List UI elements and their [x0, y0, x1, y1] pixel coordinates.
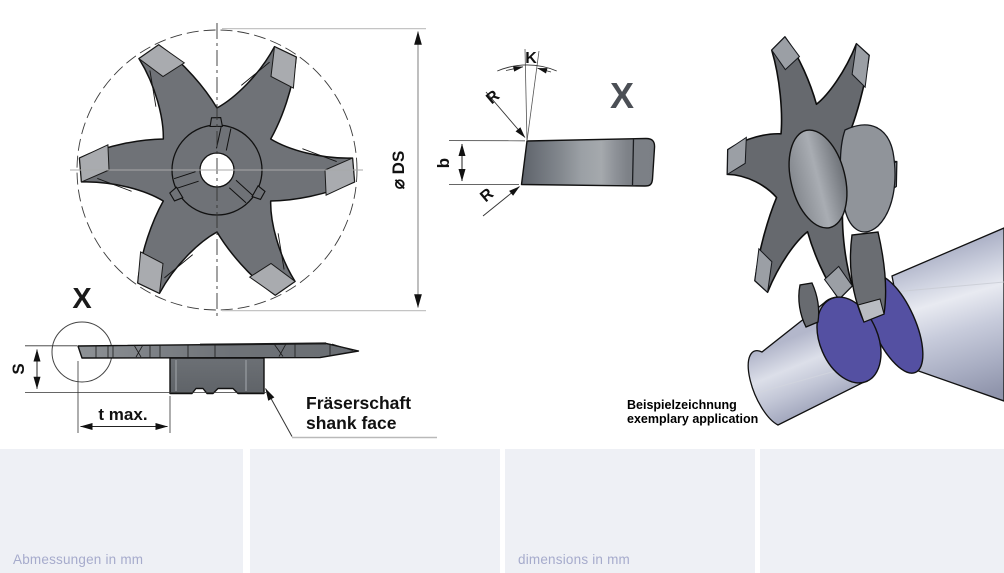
dimensions-note-en: dimensions in mm: [518, 552, 630, 567]
k-dim-label: K: [525, 50, 537, 67]
s-dim-label: S: [9, 363, 28, 375]
detail-view-label: X: [609, 75, 635, 116]
shank-label-en: shank face: [306, 413, 397, 433]
diameter-dim-label: ⌀ DS: [389, 150, 408, 190]
b-dim-label: b: [434, 157, 453, 169]
r-dimension-top: [483, 87, 525, 137]
r-dim-bottom-label: R: [477, 185, 497, 206]
front-view: [70, 23, 426, 318]
t-dimension: [78, 361, 170, 433]
r-dimension-bottom: [477, 185, 519, 216]
shank-label-de: Fräserschaft: [306, 393, 412, 413]
cutter-3d-tooth-flank: [840, 125, 895, 232]
application-caption-en: exemplary application: [627, 412, 759, 427]
detail-view: [434, 49, 655, 216]
t-dim-label: t max.: [98, 405, 148, 424]
hub-profile: [170, 358, 264, 394]
r-dim-top-label: R: [483, 87, 503, 108]
blade-profile: [78, 343, 359, 358]
application-caption-de: Beispielzeichnung: [627, 398, 737, 412]
k-dimension: [497, 49, 556, 141]
application-view: [718, 34, 1004, 425]
dimensions-note-de: Abmessungen in mm: [13, 552, 144, 567]
shank-leader: [266, 389, 438, 438]
detail-marker-label: X: [72, 283, 92, 315]
b-dimension: [434, 141, 525, 185]
side-view: [9, 283, 437, 438]
tooth-profile: [522, 139, 655, 187]
